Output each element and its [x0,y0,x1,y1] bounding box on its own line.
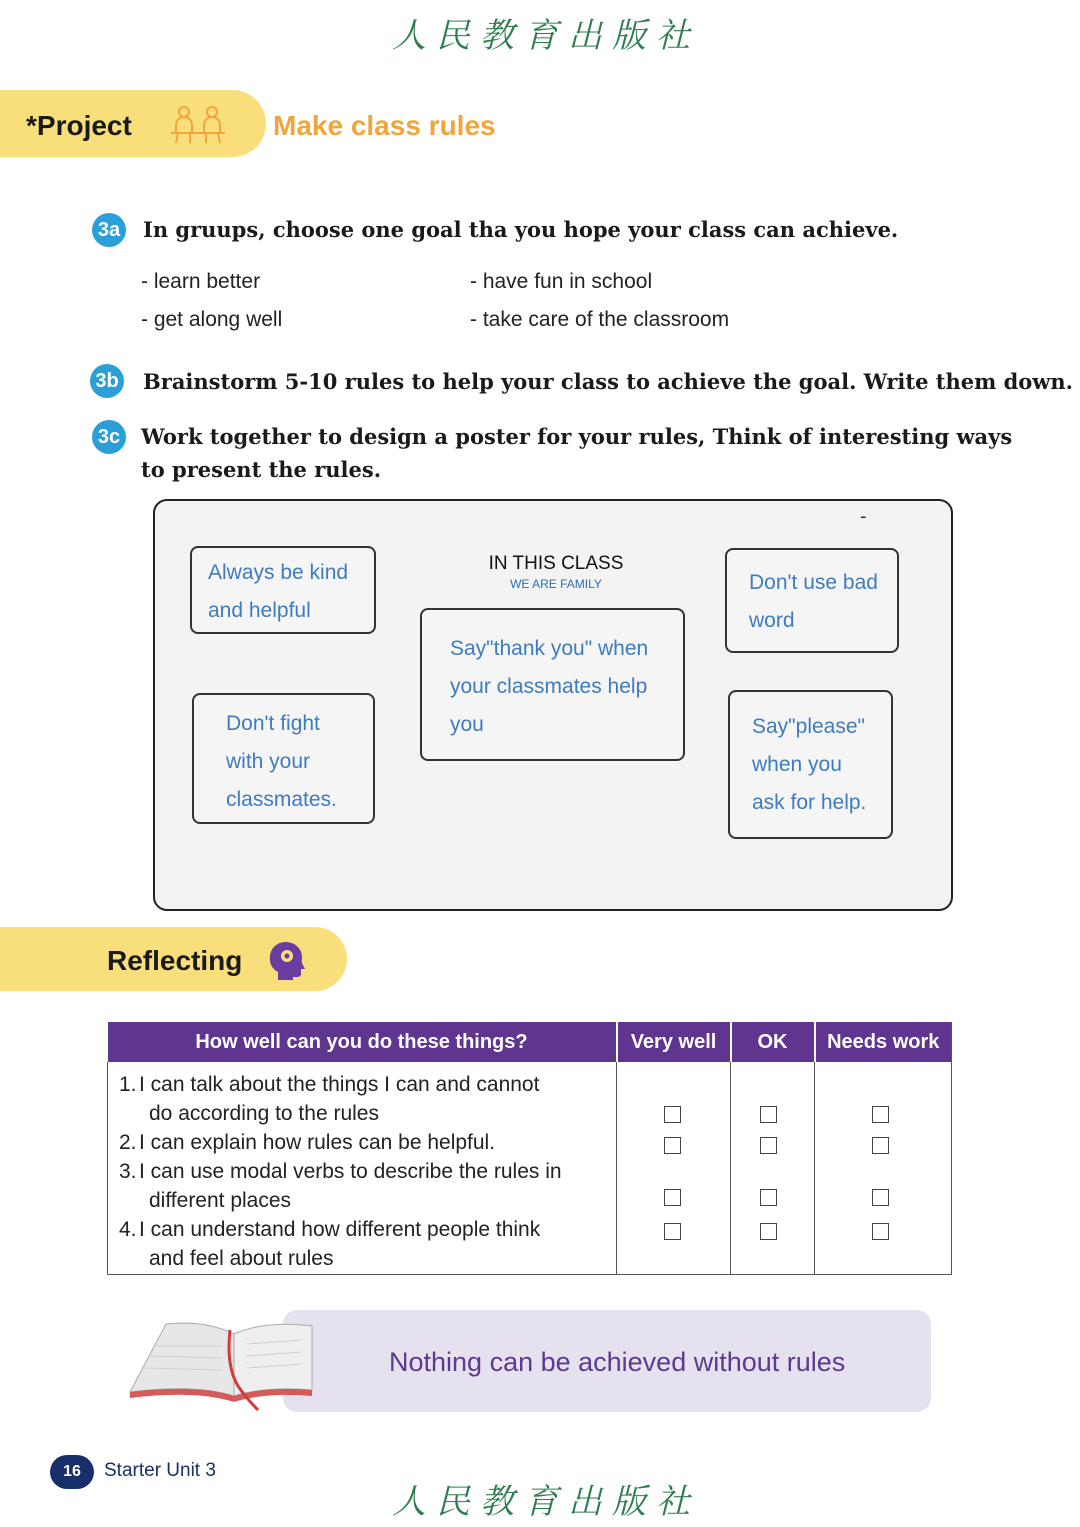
table-header: OK [731,1022,815,1062]
table-row [108,1062,952,1275]
rule-line: Say"thank you" when [450,637,649,660]
checkbox-very-well[interactable] [664,1189,681,1206]
statement-item [109,1215,615,1273]
checkbox-needs-work[interactable] [872,1223,889,1240]
project-title: Make class rules [273,110,496,141]
rule-card [725,548,899,653]
unit-label: Starter Unit 3 [104,1460,216,1481]
project-label: *Project [26,110,132,141]
head-thinking-icon [268,940,306,982]
goal-item: - learn better [141,270,261,293]
rule-line: with your [226,750,311,773]
reflecting-table [107,1022,952,1275]
checkbox-ok[interactable] [760,1223,777,1240]
task-3b-instruction: Brainstorm 5-10 rules to help your class to achieve the goal. Write them down. [143,369,1073,394]
rule-line: and helpful [208,599,311,622]
checkbox-needs-work[interactable] [872,1189,889,1206]
statement-item [109,1070,615,1128]
task-3a-instruction: In gruups, choose one goal tha you hope your class can achieve. [143,217,899,242]
rule-line: classmates. [226,788,337,811]
statement-line: I can use modal verbs to describe the rules in [139,1160,562,1183]
rule-card [420,608,685,761]
statements-cell [108,1062,617,1275]
reflecting-label: Reflecting [107,945,243,976]
table-header: Needs work [815,1022,952,1062]
statement-number: 3. [119,1160,137,1183]
goal-item: - get along well [141,308,283,331]
rule-line: Say"please" [752,715,865,738]
statement-line: and feel about rules [149,1247,334,1270]
poster-dash: - [860,506,867,527]
statement-item [109,1157,615,1215]
statement-number: 2. [119,1131,137,1154]
checkbox-ok[interactable] [760,1106,777,1123]
motto-text: Nothing can be achieved without rules [389,1347,846,1377]
task-badge-3a: 3a [92,213,126,247]
task-3c-instruction-line2: to present the rules. [141,457,382,482]
page-number: 16 [50,1455,94,1489]
rule-line: word [749,609,795,632]
rule-line: Always be kind [208,561,349,584]
publisher-logo: 人民教育出版社 [392,16,700,56]
rule-line: when you [752,753,842,776]
statement-item [109,1128,615,1157]
statement-number: 4. [119,1218,137,1241]
rule-line: Don't use bad [749,571,878,594]
very-well-column [617,1062,731,1275]
rule-card [190,546,376,634]
rule-line: your classmates help [450,675,648,698]
statement-line: I can understand how different people think [139,1218,541,1241]
checkbox-very-well[interactable] [664,1137,681,1154]
checkbox-needs-work[interactable] [872,1137,889,1154]
needs-work-column [815,1062,952,1275]
table-header: Very well [617,1022,731,1062]
poster-subtitle: WE ARE FAMILY [510,577,602,591]
task-badge-3c: 3c [92,420,126,454]
checkbox-ok[interactable] [760,1137,777,1154]
checkbox-ok[interactable] [760,1189,777,1206]
goal-item: - have fun in school [470,270,653,293]
rule-line: you [450,713,484,736]
ok-column [731,1062,815,1275]
checkbox-needs-work[interactable] [872,1106,889,1123]
statement-line: I can talk about the things I can and cannot [139,1073,540,1096]
rule-line: Don't fight [226,712,320,735]
rule-line: ask for help. [752,791,867,814]
publisher-logo-footer: 人民教育出版社 [392,1482,700,1522]
statement-number: 1. [119,1073,137,1096]
rule-card [728,690,893,839]
rule-card [192,693,375,824]
goal-item: - take care of the classroom [470,308,730,331]
statement-line: I can explain how rules can be helpful. [139,1131,496,1154]
checkbox-very-well[interactable] [664,1106,681,1123]
task-3c-instruction-line1: Work together to design a poster for your rules, Think of interesting ways [141,424,1013,449]
open-book-icon [126,1316,316,1412]
statement-line: do according to the rules [149,1102,379,1125]
group-people-icon [168,103,228,147]
checkbox-very-well[interactable] [664,1223,681,1240]
poster-title: IN THIS CLASS [488,553,624,574]
task-badge-3b: 3b [90,364,124,398]
statement-line: different places [149,1189,292,1212]
table-header: How well can you do these things? [108,1022,617,1062]
